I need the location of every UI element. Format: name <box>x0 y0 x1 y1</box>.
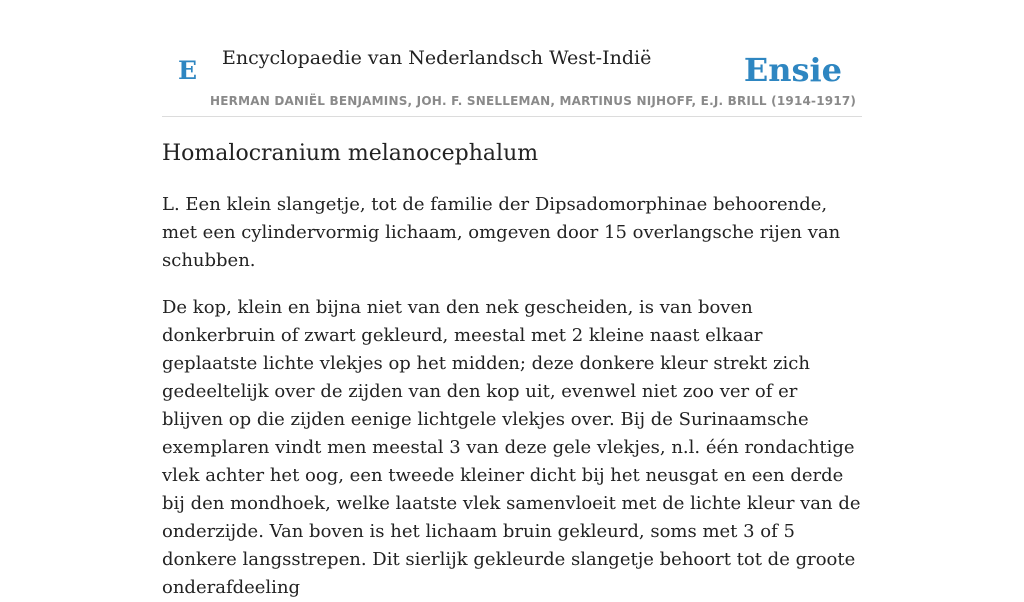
article-paragraph: L. Een klein slangetje, tot de familie der Dipsadomorphinae behoorende, met een cylindervormig lichaam, omgeven door 15 overlangsche rijen van schubben. <box>162 194 841 271</box>
article-title: Homalocranium melanocephalum <box>162 141 539 166</box>
header <box>162 0 862 117</box>
article <box>162 138 862 602</box>
ensie-logo-icon[interactable]: E <box>178 56 198 85</box>
ensie-brand-link[interactable]: Ensie <box>743 51 842 89</box>
encyclopedia-title-link[interactable]: Encyclopaedie van Nederlandsch West-Indië <box>222 47 652 69</box>
article-paragraph: De kop, klein en bijna niet van den nek gescheiden, is van boven donkerbruin of zwart gekleurd, meestal met 2 kleine naast elkaar geplaatste lichte vlekjes op het midden; deze donkere kleur strekt zich gedeeltelijk over de zijden van den kop uit, evenwel niet zoo ver of er blijven op die zijden eenige lichtgele vlekjes over. Bij de Surinaamsche exemplaren vindt men meestal 3 van deze gele vlekjes, n.l. één rondachtige vlek achter het oog, een tweede kleiner dicht bij het neusgat en een derde bij den mondhoek, welke laatste vlek samenvloeit met de lichte kleur van de onderzijde. Van boven is het lichaam bruin gekleurd, soms met 3 of 5 donkere langsstrepen. Dit sierlijk gekleurde slangetje behoort tot de groote onderafdeeling <box>162 297 861 598</box>
authors-publisher-line: HERMAN DANIËL BENJAMINS, JOH. F. SNELLEMAN, MARTINUS NIJHOFF, E.J. BRILL (1914-1917) <box>210 94 857 108</box>
